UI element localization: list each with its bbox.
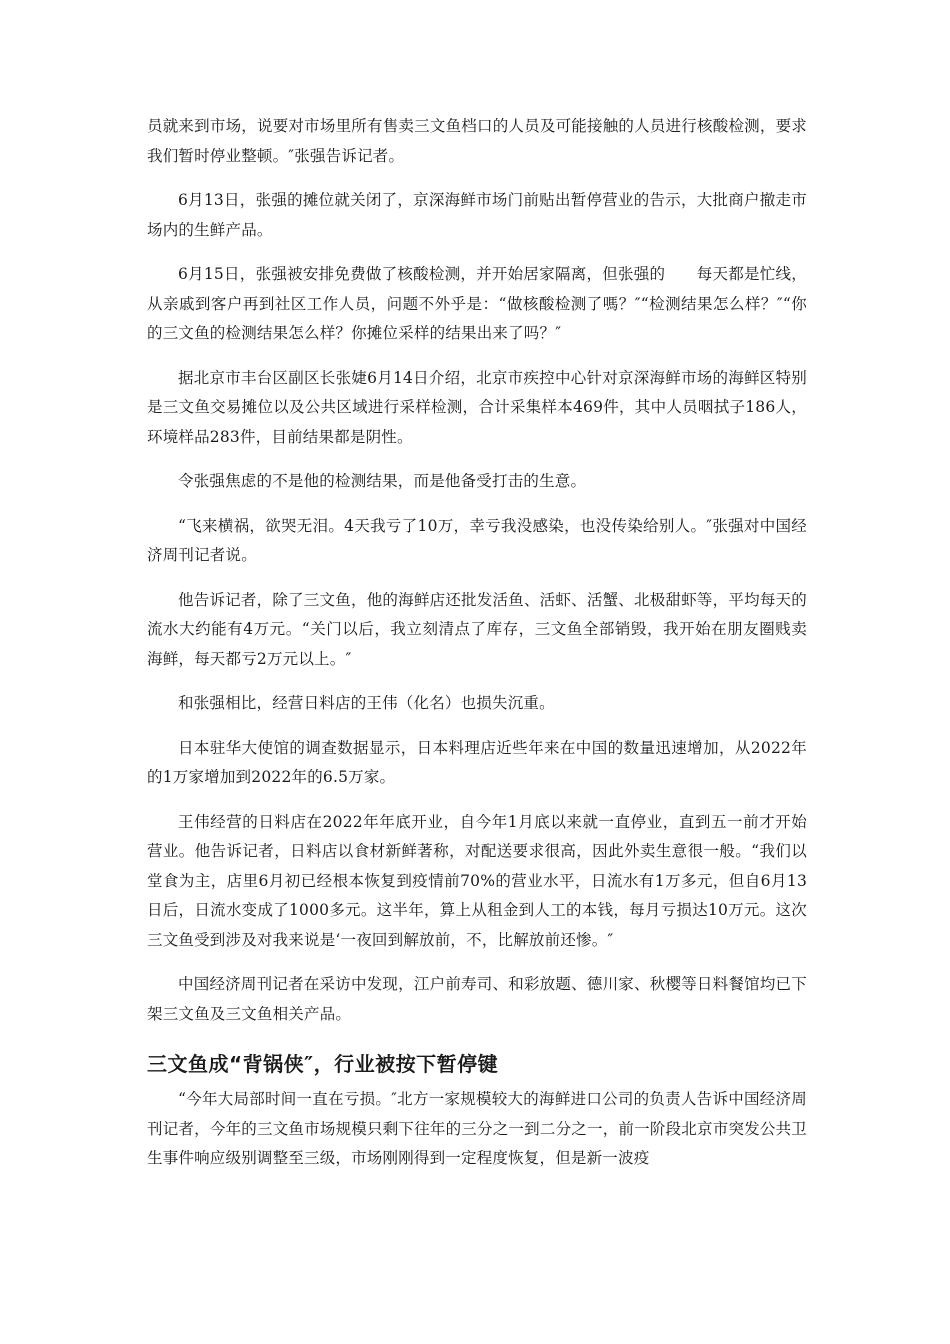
paragraph-11: 中国经济周刊记者在采访中发现，江户前寿司、和彩放题、德川家、秋樱等日料餐馆均已下架三文鱼及三文鱼相关产品。: [147, 975, 807, 1023]
paragraph-8: 和张强相比，经营日料店的王伟（化名）也损失沉重。: [178, 694, 555, 712]
paragraph-2: 6月13日，张强的摊位就关闭了，京深海鲜市场门前贴出暂停营业的告示，大批商户撤走市场内的生鲜产品。: [147, 191, 807, 239]
paragraph-6: “飞来横祸，欲哭无泪。4天我亏了10万，幸亏我没感染，也没传染给别人。″张强对中国经济周刊记者说。: [147, 516, 807, 564]
paragraph-9: 日本驻华大使馆的调查数据显示，日本料理店近些年来在中国的数量迅速增加，从2022年的1万家增加到2022年的6.5万家。: [147, 738, 807, 786]
section-salmon-industry: [147, 1049, 807, 1174]
paragraph-7: 他告诉记者，除了三文鱼，他的海鲜店还批发活鱼、活虾、活蟹、北极甜虾等，平均每天的流水大约能有4万元。“关门以后，我立刻清点了库存，三文鱼全部销毁，我开始在朋友圈贱卖海鲜，每天都亏2万元以上。″: [147, 590, 807, 668]
section-heading: 三文鱼成“背锅侠″，行业被按下暂停键: [147, 1052, 499, 1076]
article-body: [147, 112, 807, 1174]
paragraph-1: 员就来到市场，说要对市场里所有售卖三文鱼档口的人员及可能接触的人员进行核酸检测，要求我们暂时停业整顿。″张强告诉记者。: [147, 117, 807, 165]
paragraph-10: 王伟经营的日料店在2022年年底开业，自今年1月底以来就一直停业，直到五一前才开始营业。他告诉记者，日料店以食材新鲜著称，对配送要求很高，因此外卖生意很一般。“我们以堂食为主，店里6月初已经根本恢复到疫情前70%的营业水平，日流水有1万多元，但自6月13日后，日流水变成了1000多元。这半年，算上从租金到人工的本钱，每月亏损达10万元。这次三文鱼受到涉及对我来说是‘一夜回到解放前，不，比解放前还惨。″: [147, 812, 807, 949]
paragraph-5: 令张强焦虑的不是他的检测结果，而是他备受打击的生意。: [178, 472, 587, 490]
paragraph-3: 6月15日，张强被安排免费做了核酸检测，并开始居家隔离，但张强的 每天都是忙线，从亲戚到客户再到社区工作人员，问题不外乎是：“做核酸检测了嗎？″“检测结果怎么样？″“你的三文鱼的检测结果怎么样？你摊位采样的结果出来了吗？″: [147, 265, 807, 342]
paragraph-4: 据北京市丰台区副区长张婕6月14日介绍，北京市疾控中心针对京深海鲜市场的海鲜区特别是三文鱼交易摊位以及公共区域进行采样检测，合计采集样本469件，其中人员咽拭子186人，环境样品283件，目前结果都是阴性。: [147, 368, 807, 446]
section-paragraph-1: “今年大局部时间一直在亏损。″北方一家规模较大的海鲜进口公司的负责人告诉中国经济周刊记者，今年的三文鱼市场规模只剩下往年的三分之一到二分之一，前一阶段北京市突发公共卫生事件响应级别调整至三级，市场刚刚得到一定程度恢复，但是新一波疫: [147, 1090, 807, 1167]
